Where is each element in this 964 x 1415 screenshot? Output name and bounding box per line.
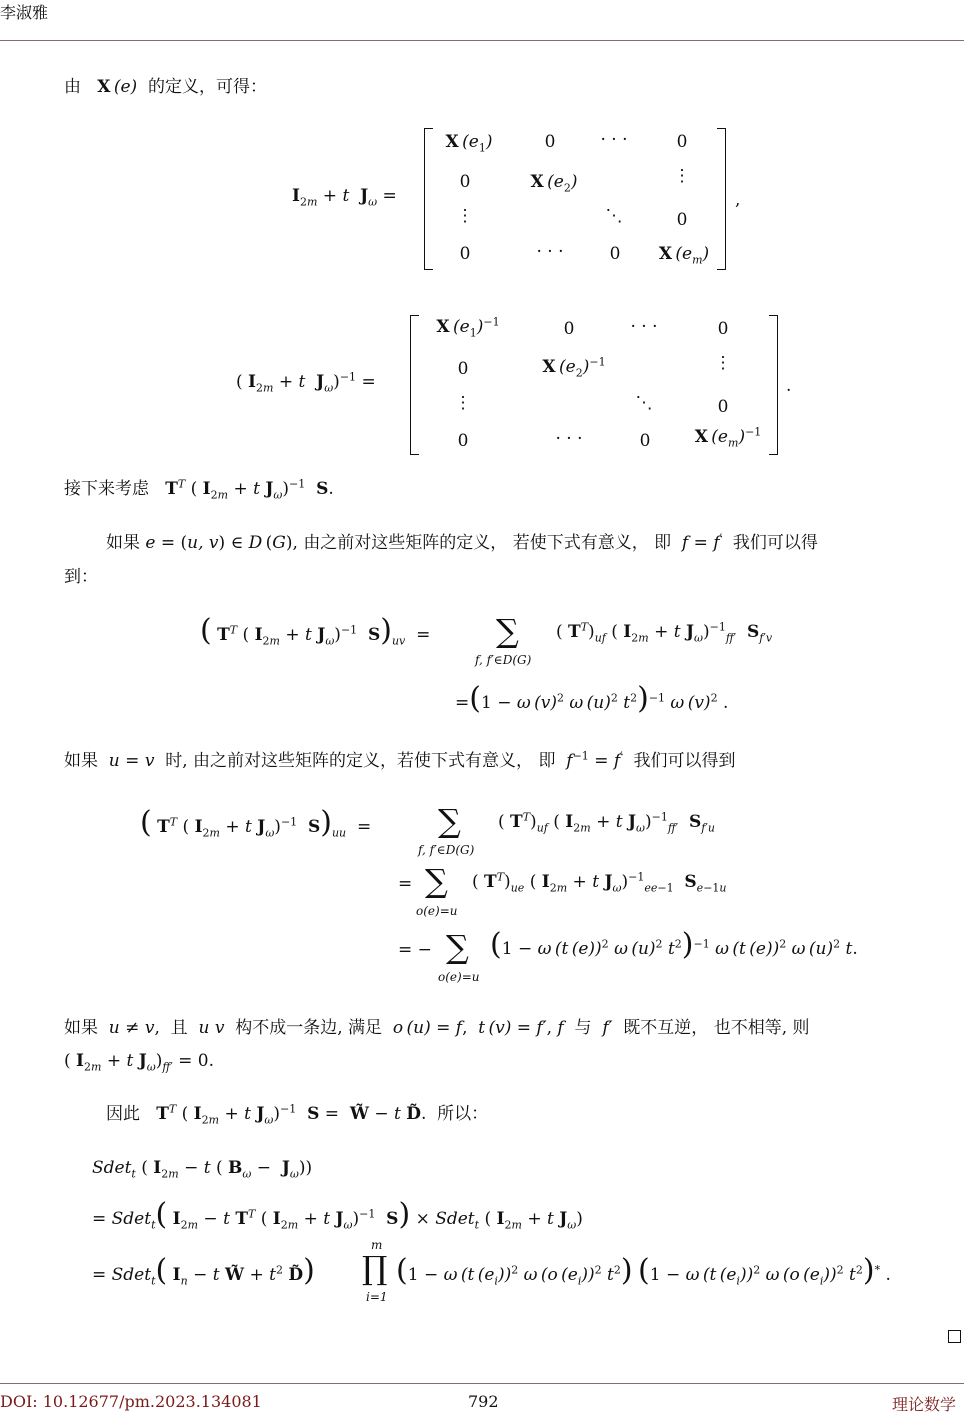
p5-d: 与 <box>574 1018 592 1038</box>
paragraph-1 <box>64 73 267 101</box>
inline-math-fp: f′ <box>596 1018 618 1038</box>
inline-math-ou: o (u) = f, t (v) = f′, f <box>387 1018 570 1038</box>
inline-math-uv: u = v <box>103 751 160 771</box>
footer-journal: 理论数学 <box>892 1395 957 1414</box>
eq1-matrix: X $(e_1)$ 0 · · · 0 0 X $(e_2)$ ⋮ ⋮ ⋱ 0 0 · · · 0 X $(e_m)$ <box>424 128 726 270</box>
eq5-prod-upper: m <box>371 1238 383 1252</box>
p6-b: 所以： <box>437 1104 489 1124</box>
inline-math-result: $T^T$ ( $I_{2m} + t$ $J_\omega)^{-1}$ S = W̃ − t D̃. <box>156 1102 427 1127</box>
p3-c: 我们可以得 <box>732 533 818 553</box>
paragraph-3-line2: 到： <box>64 567 98 587</box>
eq5-line1: Sdet$_t$ ( $I_{2m} - t$ ( $B_\omega - J_\omega$)) <box>92 1158 313 1181</box>
eq4-sum2-index: o(e)=u <box>416 904 458 918</box>
eq3-line2: =(1 − ω $(v)^2$ ω $(u)^2$ $t^2)^{-1}$ ω $(v)^2$ . <box>455 681 729 716</box>
footer-page-number: 792 <box>468 1392 499 1411</box>
eq1-lhs: $I_{2m} + t$ $J_\omega$ = <box>292 186 397 209</box>
p5-e: 既不互逆， 也不相等, 则 <box>623 1018 810 1038</box>
paragraph-6 <box>106 1100 488 1128</box>
eq5-line2: = Sdet$_t$( $I_{2m} - t$ $T^T$ ( $I_{2m} + t$ $J_\omega)^{-1}$ S) × Sdet$_t$ ( $I_{2m} + t$ $J_\omega$) <box>92 1197 583 1232</box>
eq5-line3-b: (1 − ω (t $(e_i))^2$ ω (o $(e_i))^2$ $t^2$) (1 − ω (t $(e_i))^2$ ω (o $(e_i))^2$ $t^2)^*$ . <box>396 1253 891 1288</box>
p5-a: 如果 <box>64 1018 98 1038</box>
eq2-matrix: X $(e_1)^{-1}$ 0 · · · 0 0 X $(e_2)^{-1}$ ⋮ ⋮ ⋱ 0 0 · · · 0 X $(e_m)^{-1}$ <box>410 315 778 455</box>
p3-b: 由之前对这些矩阵的定义， 若使下式有意义， 即 <box>303 533 672 553</box>
eq4-line1-rhs: ( $T^T)_{uf}$ ( $I_{2m} + t$ $J_\omega)^{-1}_{ff'}$ $S_{f'u}$ <box>498 810 715 835</box>
eq3-sum-symbol: ∑ <box>496 612 519 650</box>
p4-c: 我们可以得到 <box>633 751 736 771</box>
footer-rule <box>0 1383 964 1384</box>
header-rule <box>0 40 964 41</box>
p1-suffix: 的定义，可得： <box>147 77 267 97</box>
eq1-comma: , <box>735 190 741 210</box>
paragraph-4 <box>64 747 735 775</box>
eq4-sum1-index: f, f′∈D(G) <box>418 843 475 857</box>
inline-math-uneqv: u ≠ v, <box>103 1018 160 1038</box>
header-author: 李淑雅 <box>0 3 49 22</box>
eq3-line1: ( $T^T$ ( $I_{2m} + t$ $J_\omega)^{-1}$ $S)_{uv}$ = <box>200 613 431 648</box>
footer-doi[interactable]: DOI: 10.12677/pm.2023.134081 <box>0 1392 262 1411</box>
eq4-sum3-symbol: ∑ <box>446 928 469 966</box>
eq2-period: . <box>786 376 792 396</box>
eq3-line1-rhs: ( $T^T)_{uf}$ ( $I_{2m} + t$ $J_\omega)^{-1}_{ff'}$ $S_{f'v}$ <box>556 620 773 645</box>
paragraph-2 <box>64 475 334 503</box>
paragraph-5-line2: ( $I_{2m} + t$ $J_\omega)_{ff'} = 0$. <box>64 1051 214 1074</box>
paragraph-5-line1 <box>64 1014 810 1042</box>
eq4-line2-rhs: ( $T^T)_{ue}$ ( $I_{2m} + t$ $J_\omega)^{-1}_{ee-1}$ $S_{e-1u}$ <box>472 870 727 895</box>
p2-prefix: 接下来考虑 <box>64 479 149 499</box>
eq4-line1: ( $T^T$ ( $I_{2m} + t$ $J_\omega)^{-1}$ $S)_{uu}$ = <box>140 805 372 840</box>
eq5-prod-symbol: ∏ <box>362 1249 388 1287</box>
inline-math-ttis: $T^T$ ( $I_{2m} + t$ $J_\omega)^{-1}$ S. <box>165 477 334 502</box>
inline-math-finv: $f^{-1} = f'$ <box>560 749 623 771</box>
eq5-prod-lower: i=1 <box>366 1290 388 1304</box>
p3-a: 如果 <box>106 533 140 553</box>
eq3-sum-index: f, f′∈D(G) <box>475 653 532 667</box>
p6-a: 因此 <box>106 1104 140 1124</box>
inline-math-u-v: u v <box>193 1018 230 1038</box>
eq4-sum1-symbol: ∑ <box>438 802 461 840</box>
eq4-line3-rhs: (1 − ω (t (e))$^2$ ω $(u)^2$ $t^2)^{-1}$ ω (t (e))$^2$ ω $(u)^2$ t. <box>490 927 858 962</box>
eq4-sum3-index: o(e)=u <box>438 970 480 984</box>
inline-math-edge: e = (u, v) ∈ D (G), <box>145 533 298 553</box>
eq2-lhs: ( $I_{2m} + t$ $J_\omega)^{-1}$ = <box>236 370 376 395</box>
inline-math-xe: X (e) <box>97 77 143 97</box>
qed-box-icon <box>948 1330 961 1343</box>
inline-math-ffp: f = f′ <box>676 531 723 553</box>
eq5-line3-a: = Sdet$_t$( $I_n - t$ W̃ + $t^2$ D̃) <box>92 1253 315 1288</box>
p5-b: 且 <box>170 1018 188 1038</box>
eq4-line2-eq: = <box>398 874 413 894</box>
paragraph-3-line1 <box>106 529 818 557</box>
p5-c: 构不成一条边, 满足 <box>235 1018 383 1038</box>
eq4-sum2-symbol: ∑ <box>425 862 448 900</box>
p4-b: 时, 由之前对这些矩阵的定义，若使下式有意义， 即 <box>165 751 556 771</box>
p1-prefix: 由 <box>64 77 81 97</box>
p4-a: 如果 <box>64 751 98 771</box>
eq4-line3-eq: = − <box>398 940 432 960</box>
